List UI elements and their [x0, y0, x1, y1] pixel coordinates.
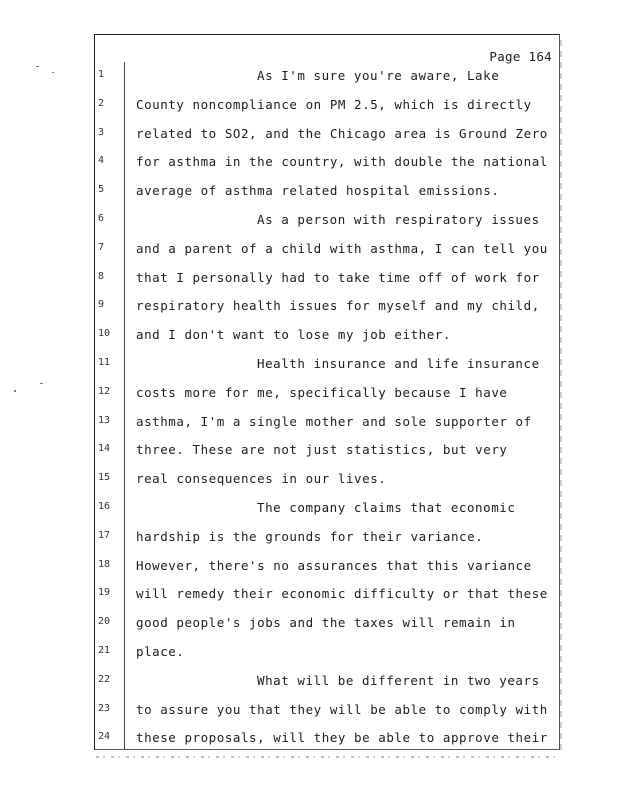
line-text: costs more for me, specifically because I have [136, 384, 508, 400]
transcript-line [0, 268, 618, 297]
transcript-line [0, 95, 618, 124]
line-number: 24 [98, 731, 111, 743]
line-number: 15 [98, 472, 111, 484]
transcript-line [0, 642, 618, 671]
line-text: What will be different in two years [257, 672, 540, 688]
transcript-line [0, 66, 618, 95]
line-text: and a parent of a child with asthma, I can tell you [136, 240, 548, 256]
transcript-line [0, 469, 618, 498]
line-number: 2 [98, 97, 105, 109]
transcript-line [0, 556, 618, 585]
transcript-line [0, 613, 618, 642]
line-number: 5 [98, 184, 105, 196]
transcript-line [0, 412, 618, 441]
line-text: County noncompliance on PM 2.5, which is directly [136, 96, 532, 112]
line-text: that I personally had to take time off of work for [136, 269, 540, 285]
line-text: place. [136, 643, 185, 659]
line-text: As a person with respiratory issues [257, 211, 540, 227]
transcript-line [0, 584, 618, 613]
line-number: 12 [98, 385, 111, 397]
transcript-line [0, 527, 618, 556]
line-text: good people's jobs and the taxes will remain in [136, 615, 516, 631]
transcript-line [0, 152, 618, 181]
line-number: 18 [98, 558, 111, 570]
line-number: 23 [98, 702, 111, 714]
line-number: 8 [98, 270, 105, 282]
line-number: 4 [98, 155, 105, 167]
line-number: 9 [98, 299, 105, 311]
line-number: 19 [98, 587, 111, 599]
line-number: 20 [98, 616, 111, 628]
line-text: Health insurance and life insurance [257, 355, 540, 371]
line-number: 14 [98, 443, 111, 455]
line-number: 1 [98, 69, 105, 80]
transcript-line [0, 700, 618, 729]
line-number: 7 [98, 241, 105, 253]
line-text: As I'm sure you're aware, Lake [257, 68, 500, 83]
line-number: 21 [98, 644, 111, 656]
line-text: will remedy their economic difficulty or that these [136, 586, 548, 602]
transcript-line [0, 181, 618, 210]
line-text: to assure you that they will be able to comply with [136, 701, 548, 717]
line-number: 16 [98, 500, 111, 512]
line-text: average of asthma related hospital emissions. [136, 183, 500, 199]
line-number: 13 [98, 414, 111, 426]
line-text: The company claims that economic [257, 499, 516, 515]
line-text: and I don't want to lose my job either. [136, 327, 451, 343]
transcript-line [0, 210, 618, 239]
transcript-line [0, 354, 618, 383]
line-number: 3 [98, 126, 105, 138]
line-text: respiratory health issues for myself and my child, [136, 298, 540, 314]
line-text: three. These are not just statistics, but very [136, 442, 508, 458]
transcript-line [0, 671, 618, 700]
page-number: Page 164 [489, 49, 552, 64]
line-number: 22 [98, 673, 111, 685]
line-text: these proposals, will they be able to approve their [136, 730, 548, 746]
transcript-line [0, 440, 618, 469]
transcript-line [0, 239, 618, 268]
line-text: However, there's no assurances that this variance [136, 557, 532, 573]
transcript-line [0, 498, 618, 527]
transcript-line [0, 296, 618, 325]
line-number: 10 [98, 328, 111, 340]
transcript-line [0, 728, 618, 757]
line-text: hardship is the grounds for their variance. [136, 528, 484, 544]
transcript-line [0, 325, 618, 354]
line-number: 17 [98, 529, 111, 541]
line-number: 6 [98, 212, 105, 224]
line-text: real consequences in our lives. [136, 471, 387, 487]
line-text: related to SO2, and the Chicago area is Ground Zero [136, 125, 548, 141]
transcript-line [0, 124, 618, 153]
line-number: 11 [98, 356, 111, 368]
line-text: asthma, I'm a single mother and sole supporter of [136, 413, 532, 429]
line-text: for asthma in the country, with double the national [136, 154, 548, 170]
transcript-lines [0, 66, 618, 757]
transcript-line [0, 383, 618, 412]
